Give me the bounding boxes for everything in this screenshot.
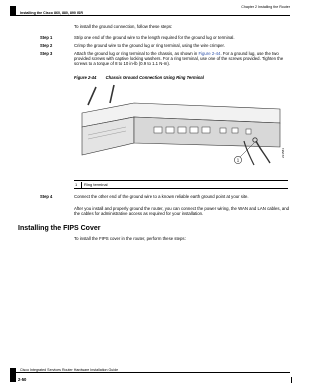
section-intro: To install the FIPS cover in the router, perform these steps: <box>74 236 186 241</box>
port-5 <box>202 127 210 133</box>
footer-mark <box>291 377 292 383</box>
section-running-title: Installing the Cisco 860, 880, 890 ISR <box>20 11 83 15</box>
figure-2-44-link[interactable]: Figure 2-44 <box>198 51 221 56</box>
step-3-text-post: . For a ground lug, use the two provided screws with captive locking washers. For a ring terminal, use one of the screws provided. Tighten the screws to a torque of 8 to 10 in-lb (0.9 to 1.1 N-m). <box>74 51 284 67</box>
step-3-number: Step 3 <box>40 51 53 56</box>
section-heading: Installing the FIPS Cover <box>18 225 101 232</box>
header-rule <box>10 15 290 16</box>
intro-text: To install the ground connection, follow these steps: <box>74 24 173 29</box>
footer-bar <box>10 368 16 382</box>
callout-1-label: 1 <box>236 157 240 163</box>
page-number: 2-50 <box>18 377 27 382</box>
step-1-text: Strip one end of the ground wire to the length required for the ground lug or terminal. <box>74 35 235 40</box>
port-4 <box>190 127 198 133</box>
step-2-number: Step 2 <box>40 43 53 48</box>
after-install-text: After you install and properly ground the router, you can connect the power wiring, the WAN and LAN cables, and the cables for administrative access as required for your installation. <box>74 206 290 217</box>
port-6 <box>220 128 226 133</box>
antenna-left <box>88 87 96 105</box>
figure-id: 231581 <box>281 147 285 159</box>
step-4-number: Step 4 <box>40 194 53 199</box>
step-2-text: Crimp the ground wire to the ground lug or ring terminal, using the wire crimper. <box>74 43 225 48</box>
step-3-text <box>74 51 290 67</box>
callout-table-num: 1 <box>75 182 78 187</box>
figure-caption: Figure 2-44 Chassis Ground Connection Using Ring Terminal <box>74 75 204 80</box>
step-3-text-pre: Attach the ground lug or ring terminal to the chassis, as shown in <box>74 51 199 56</box>
port-3 <box>178 127 186 133</box>
chassis-ground-illustration <box>74 83 288 178</box>
port-2 <box>166 127 174 133</box>
callout-table <box>74 180 288 189</box>
antenna-right <box>110 85 114 103</box>
port-1 <box>154 127 162 133</box>
step-4-text: Connect the other end of the ground wire to a known reliable earth ground point at your site. <box>74 194 249 199</box>
chapter-title: Chapter 2 Installing the Router <box>241 5 290 9</box>
footer-title: Cisco Integrated Services Router Hardware Installation Guide <box>20 368 119 372</box>
power-port <box>246 129 251 134</box>
step-1-number: Step 1 <box>40 35 53 40</box>
callout-table-text: Ring terminal <box>84 182 108 187</box>
port-7 <box>232 128 238 133</box>
footer-rule <box>10 372 290 373</box>
